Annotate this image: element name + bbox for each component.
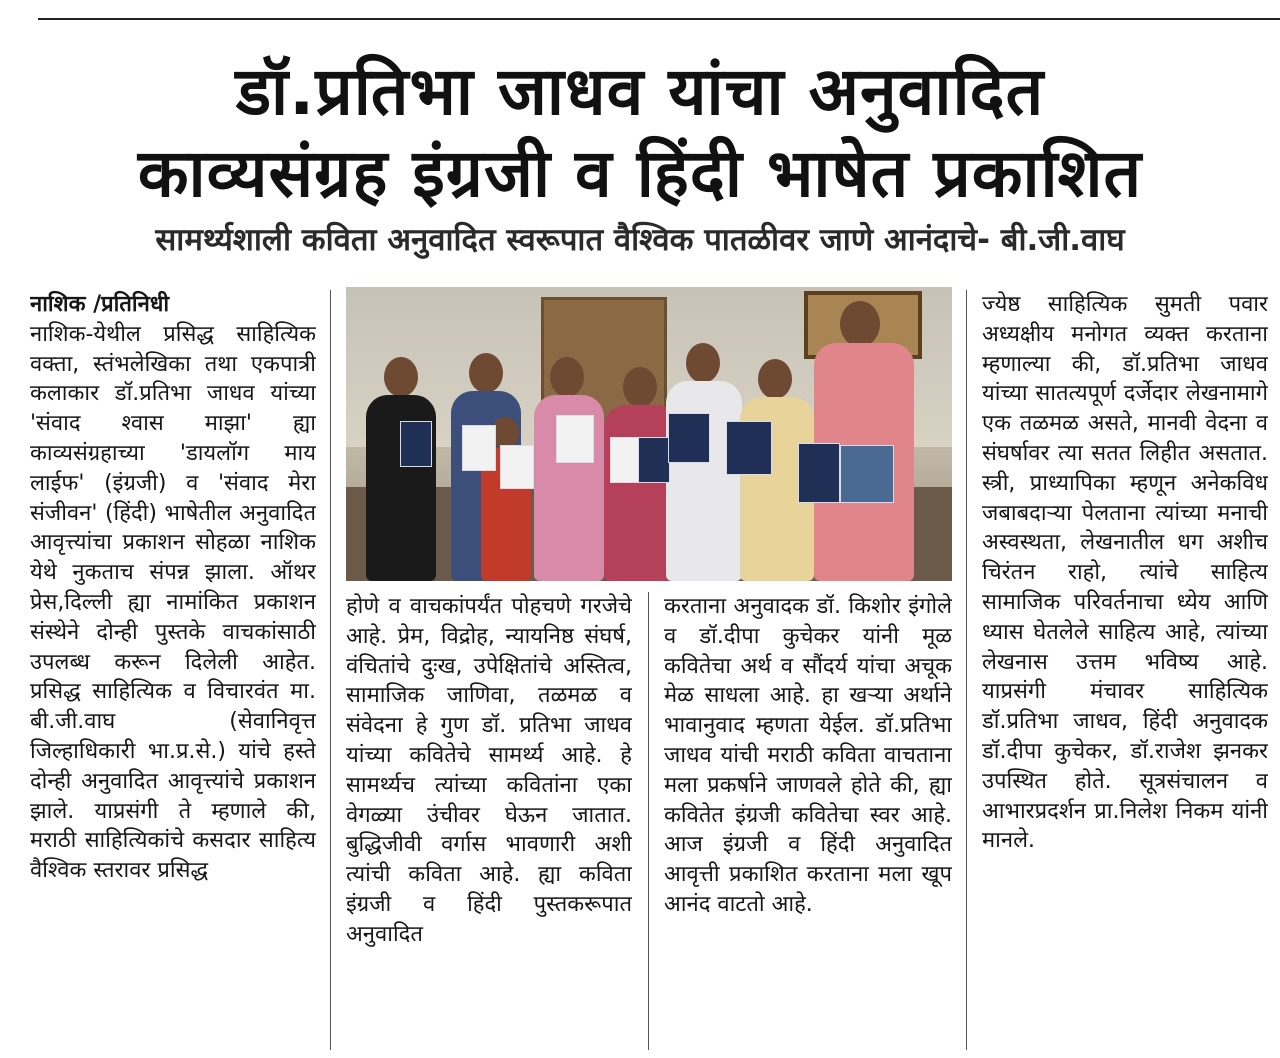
book-icon [400,421,432,467]
article-column-2 [346,592,632,1050]
column-divider [648,592,649,1050]
person-3-head [550,357,584,397]
book-icon [638,437,670,483]
book-icon [462,425,496,471]
column-1-text: नाशिक-येथील प्रसिद्ध साहित्यिक वक्ता, स्तंभलेखिका तथा एकपात्री कलाकार डॉ.प्रतिभा जाधव यांच्या 'संवाद श्वास माझा' ह्या काव्यसंग्रहाच्या 'डायलॉग माय लाईफ' (इंग्रजी) व 'संवाद मेरा संजीवन' (हिंदी) भाषेतील अनुवादित आवृत्त्यांचा प्रकाशन सोहळा नाशिक येथे नुकताच संपन्न झाला. ऑथर प्रेस,दिल्ली ह्या नामांकित प्रकाशन संस्थेने दोन्ही पुस्तके वाचकांसाठी उपलब्ध करून दिलेली आहेत. प्रसिद्ध साहित्यिक व विचारवंत मा. बी.जी.वाघ (सेवानिवृत्त जिल्हाधिकारी भा.प्र.से.) यांचे हस्ते दोन्ही अनुवादित आवृत्त्यांचे प्रकाशन झाले. याप्रसंगी ते म्हणाले की, मराठी साहित्यिकांचे कसदार साहित्य वैश्विक स्तरावर प्रसिद्ध [30,321,316,884]
headline-line-1: डॉ.प्रतिभा जाधव यांचा अनुवादित [235,53,1045,130]
article-column-3 [664,592,952,1050]
book-icon [726,421,772,475]
person-4-head [623,367,657,407]
article-column-1 [30,290,316,1050]
column-divider [330,290,331,1050]
person-2-head [469,353,503,393]
book-icon [798,443,840,503]
book-icon [500,445,534,489]
column-divider [966,290,967,1050]
group-photo [346,287,952,581]
top-rule [38,18,1280,20]
column-2-text: होणे व वाचकांपर्यंत पोहचणे गरजेचे आहे. प्रेम, विद्रोह, न्यायनिष्ठ संघर्ष, वंचितांचे दुःख, उपेक्षितांचे अस्तित्व, सामाजिक जाणिवा, तळमळ व संवेदना हे गुण डॉ. प्रतिभा जाधव यांच्या कवितेचे सामर्थ्य आहे. हे सामर्थ्यच त्यांच्या कवितांना एका वेगळ्या उंचीवर घेऊन जातात. बुद्धिजीवी वर्गास भावणारी अशी त्यांची कविता आहे. ह्या कविता इंग्रजी व हिंदी पुस्तकरूपात अनुवादित [346,594,632,947]
person-1-head [384,357,418,397]
column-4-text: ज्येष्ठ साहित्यिक सुमती पवार अध्यक्षीय मनोगत व्यक्त करताना म्हणाल्या की, डॉ.प्रतिभा जाधव यांच्या सातत्यपूर्ण दर्जेदार लेखनामागे एक तळमळ असते, मानवी वेदना व संघर्षावर त्या सतत लिहीत असतात. स्त्री, प्राध्यापिका म्हणून अनेकविध जबाबदाऱ्या पेलताना त्यांच्या मनाची अस्वस्थता, लेखनातील धग अशीच चिरंतन राहो, त्यांचे साहित्य सामाजिक परिवर्तनाचा ध्येय आणि ध्यास घेतलेले साहित्य आहे, त्यांच्या लेखनास उत्तम भविष्य आहे. याप्रसंगी मंचावर साहित्यिक डॉ.प्रतिभा जाधव, हिंदी अनुवादक डॉ.दीपा कुचेकर, डॉ.राजेश झनकर उपस्थित होते. सूत्रसंचालन व आभारप्रदर्शन प्रा.निलेश निकम यांनी मानले. [982,292,1268,854]
person-5-head [686,343,720,383]
article-column-4 [982,290,1268,1050]
person-6-head [758,359,792,399]
person-7-head [840,301,880,347]
headline-line-2: काव्यसंग्रह इंग्रजी व हिंदी भाषेत प्रकाशित [137,135,1143,212]
byline: नाशिक /प्रतिनिधी [30,292,170,317]
book-icon [556,415,594,463]
column-3-text: करताना अनुवादक डॉ. किशोर इंगोले व डॉ.दीपा कुचेकर यांनी मूळ कवितेचा अर्थ व सौंदर्य यांचा अचूक मेळ साधला आहे. हा खऱ्या अर्थाने भावानुवाद म्हणता येईल. डॉ.प्रतिभा जाधव यांची मराठी कविता वाचताना मला प्रकर्षाने जाणवले होते की, ह्या कवितेत इंग्रजी कवितेचा स्वर आहे. आज इंग्रजी व हिंदी अनुवादित आवृत्ती प्रकाशित करताना मला खूप आनंद वाटतो आहे. [664,594,952,917]
book-icon [668,413,710,463]
person-5 [666,381,742,581]
subheadline: सामर्थ्यशाली कविता अनुवादित स्वरूपात वैश्विक पातळीवर जाणे आनंदाचे- बी.जी.वाघ [155,222,1125,258]
book-icon [840,445,894,503]
